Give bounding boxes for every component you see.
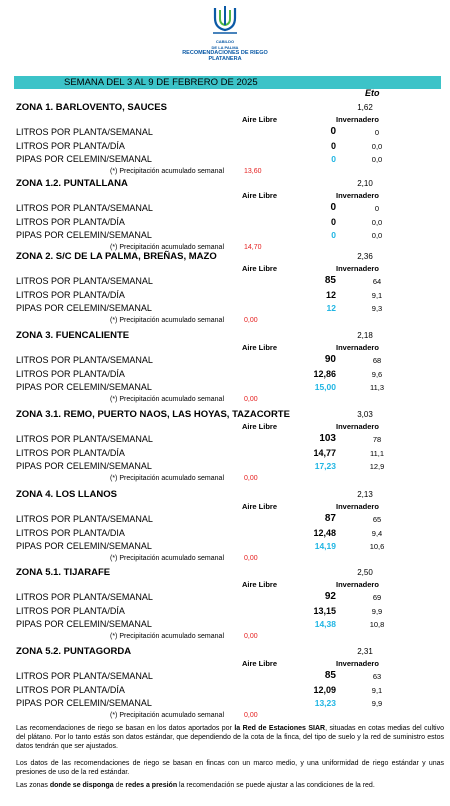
- zone-eto-value: 2,13: [357, 490, 373, 499]
- row-label: LITROS POR PLANTA/SEMANAL: [16, 434, 153, 444]
- aire-libre-value: 14,77: [313, 448, 336, 458]
- invernadero-value: 0,0: [371, 218, 383, 227]
- precipitation-label: (*) Precipitación acumulado semanal: [110, 244, 224, 251]
- aire-libre-value: 12: [325, 290, 336, 300]
- zone-eto-value: 2,18: [357, 331, 373, 340]
- invernadero-value: 0,0: [371, 231, 383, 240]
- row-label: LITROS POR PLANTA/SEMANAL: [16, 514, 153, 524]
- row-label: LITROS POR PLANTA/DÍA: [16, 369, 125, 379]
- invernadero-value: 10,6: [369, 542, 385, 551]
- siar-network: la Red de Estaciones SIAR: [234, 725, 326, 732]
- zone-eto-value: 2,50: [357, 568, 373, 577]
- precipitation-label: (*) Precipitación acumulado semanal: [110, 168, 224, 175]
- invernadero-value: 65: [372, 515, 382, 524]
- invernadero-header: Invernadero: [336, 422, 379, 431]
- week-label: SEMANA DEL 3 AL 9 DE FEBRERO DE 2025: [64, 77, 258, 88]
- aire-libre-header: Aire Libre: [242, 115, 278, 124]
- precipitation-label: (*) Precipitación acumulado semanal: [110, 555, 224, 562]
- invernadero-value: 9,9: [371, 699, 383, 708]
- cabildo-logo: [180, 4, 270, 62]
- precipitation-value: 0,00: [244, 396, 258, 403]
- aire-libre-header: Aire Libre: [242, 264, 278, 273]
- footer-paragraph-2: Los datos de las recomendaciones de riego se basan en fincas con un marco medio, y una uniformidad de riego estándar y unas presiones de uso de la red estándar.: [16, 760, 444, 776]
- zone-title: ZONA 4. LOS LLANOS: [16, 489, 117, 500]
- row-label: PIPAS POR CELEMIN/SEMANAL: [16, 541, 152, 551]
- org-line1: CABILDO: [215, 39, 235, 44]
- aire-libre-value: 103: [319, 433, 336, 444]
- precipitation-value: 0,00: [244, 633, 258, 640]
- precipitation-label: (*) Precipitación acumulado semanal: [110, 475, 224, 482]
- row-label: LITROS POR PLANTA/SEMANAL: [16, 203, 153, 213]
- row-label: PIPAS POR CELEMIN/SEMANAL: [16, 230, 152, 240]
- aire-libre-value: 15,00: [314, 382, 336, 392]
- zone-eto-value: 3,03: [357, 410, 373, 419]
- invernadero-header: Invernadero: [336, 191, 379, 200]
- org-line2: DE LA PALMA: [211, 45, 239, 50]
- invernadero-header: Invernadero: [336, 502, 379, 511]
- aire-libre-header: Aire Libre: [242, 343, 278, 352]
- invernadero-value: 78: [372, 435, 382, 444]
- precipitation-label: (*) Precipitación acumulado semanal: [110, 317, 224, 324]
- row-label: LITROS POR PLANTA/DIA: [16, 528, 125, 538]
- invernadero-value: 9,9: [371, 607, 383, 616]
- footer-paragraph-3: Las zonas donde se disponga de redes a presión la recomendación se puede ajustar a las condiciones de la red.: [16, 782, 375, 789]
- precipitation-value: 13,60: [244, 168, 262, 175]
- invernadero-value: 11,1: [369, 449, 385, 458]
- invernadero-value: 64: [372, 277, 382, 286]
- aire-libre-value: 17,23: [314, 461, 336, 471]
- zone-eto-value: 1,62: [357, 103, 373, 112]
- invernadero-value: 9,3: [371, 304, 383, 313]
- aire-libre-value: 90: [324, 354, 336, 365]
- row-label: LITROS POR PLANTA/DÍA: [16, 606, 125, 616]
- aire-libre-header: Aire Libre: [242, 502, 278, 511]
- invernadero-value: 10,8: [369, 620, 385, 629]
- zone-title: ZONA 3.1. REMO, PUERTO NAOS, LAS HOYAS, TAZACORTE: [16, 409, 290, 420]
- aire-libre-value: 12: [326, 303, 336, 313]
- row-label: LITROS POR PLANTA/DÍA: [16, 217, 125, 227]
- aire-libre-value: 12,09: [313, 685, 336, 695]
- invernadero-value: 9,4: [371, 529, 383, 538]
- aire-libre-value: 0: [331, 154, 336, 164]
- aire-libre-value: 13,23: [314, 698, 336, 708]
- invernadero-value: 12,9: [369, 462, 385, 471]
- aire-libre-value: 14,19: [314, 541, 336, 551]
- aire-libre-value: 85: [324, 275, 336, 286]
- zone-title: ZONA 2. S/C DE LA PALMA, BREÑAS, MAZO: [16, 251, 217, 262]
- precipitation-label: (*) Precipitación acumulado semanal: [110, 633, 224, 640]
- row-label: PIPAS POR CELEMIN/SEMANAL: [16, 619, 152, 629]
- aire-libre-value: 85: [324, 670, 336, 681]
- row-label: LITROS POR PLANTA/SEMANAL: [16, 355, 153, 365]
- row-label: LITROS POR PLANTA/SEMANAL: [16, 127, 153, 137]
- title-line2: PLATANERA: [208, 56, 242, 62]
- invernadero-value: 0,0: [371, 142, 383, 151]
- row-label: LITROS POR PLANTA/DÍA: [16, 141, 125, 151]
- invernadero-value: 63: [372, 672, 382, 681]
- row-label: LITROS POR PLANTA/SEMANAL: [16, 276, 153, 286]
- aire-libre-header: Aire Libre: [242, 422, 278, 431]
- logo-icon: [210, 4, 240, 38]
- precipitation-value: 14,70: [244, 244, 262, 251]
- row-label: LITROS POR PLANTA/DÍA: [16, 685, 125, 695]
- aire-libre-value: 87: [324, 513, 336, 524]
- row-label: LITROS POR PLANTA/SEMANAL: [16, 592, 153, 602]
- row-label: PIPAS POR CELEMIN/SEMANAL: [16, 154, 152, 164]
- row-label: PIPAS POR CELEMIN/SEMANAL: [16, 382, 152, 392]
- precipitation-value: 0,00: [244, 712, 258, 719]
- zone-title: ZONA 3. FUENCALIENTE: [16, 330, 130, 341]
- invernadero-value: 9,6: [371, 370, 383, 379]
- aire-libre-value: 0: [330, 217, 336, 227]
- row-label: PIPAS POR CELEMIN/SEMANAL: [16, 303, 152, 313]
- invernadero-value: 68: [372, 356, 382, 365]
- row-label: LITROS POR PLANTA/SEMANAL: [16, 671, 153, 681]
- invernadero-value: 9,1: [371, 686, 383, 695]
- invernadero-value: 0: [374, 128, 380, 137]
- precipitation-label: (*) Precipitación acumulado semanal: [110, 396, 224, 403]
- precipitation-label: (*) Precipitación acumulado semanal: [110, 712, 224, 719]
- precipitation-value: 0,00: [244, 475, 258, 482]
- aire-libre-value: 12,48: [313, 528, 336, 538]
- aire-libre-value: 12,86: [313, 369, 336, 379]
- invernadero-value: 11,3: [369, 383, 385, 392]
- invernadero-header: Invernadero: [336, 264, 379, 273]
- invernadero-header: Invernadero: [336, 659, 379, 668]
- zone-eto-value: 2,36: [357, 252, 373, 261]
- aire-libre-header: Aire Libre: [242, 659, 278, 668]
- aire-libre-header: Aire Libre: [242, 191, 278, 200]
- invernadero-value: 0,0: [371, 155, 383, 164]
- title-line1: RECOMENDACIONES DE RIEGO: [182, 50, 268, 56]
- row-label: LITROS POR PLANTA/DÍA: [16, 290, 125, 300]
- aire-libre-value: 92: [324, 591, 336, 602]
- zone-title: ZONA 5.1. TIJARAFE: [16, 567, 111, 578]
- invernadero-header: Invernadero: [336, 115, 379, 124]
- eto-header: Eto: [365, 88, 380, 98]
- invernadero-value: 9,1: [371, 291, 383, 300]
- aire-libre-value: 13,15: [313, 606, 336, 616]
- row-label: LITROS POR PLANTA/DÍA: [16, 448, 125, 458]
- aire-libre-value: 14,38: [314, 619, 336, 629]
- row-label: PIPAS POR CELEMIN/SEMANAL: [16, 461, 152, 471]
- invernadero-value: 0: [374, 204, 380, 213]
- zone-eto-value: 2,31: [357, 647, 373, 656]
- row-label: PIPAS POR CELEMIN/SEMANAL: [16, 698, 152, 708]
- zone-title: ZONA 1. BARLOVENTO, SAUCES: [16, 102, 167, 113]
- precipitation-value: 0,00: [244, 317, 258, 324]
- aire-libre-value: 0: [331, 230, 336, 240]
- footer-paragraph-1: Las recomendaciones de riego se basan en los datos aportados por la Red de Estaciones SIAR, situadas en cotas medias del cultivo del plátano. Por lo tanto estás son datos estándar, que dependiendo de la cota de la finca, del tipo de suelo y la red de suministro estos datos tendrán que ser ajustados.: [16, 725, 445, 750]
- zone-title: ZONA 5.2. PUNTAGORDA: [16, 646, 132, 657]
- aire-libre-value: 0: [330, 141, 336, 151]
- precipitation-value: 0,00: [244, 555, 258, 562]
- invernadero-header: Invernadero: [336, 343, 379, 352]
- invernadero-value: 69: [372, 593, 382, 602]
- zone-title: ZONA 1.2. PUNTALLANA: [16, 178, 128, 189]
- aire-libre-value: 0: [330, 202, 336, 213]
- invernadero-header: Invernadero: [336, 580, 379, 589]
- aire-libre-header: Aire Libre: [242, 580, 278, 589]
- aire-libre-value: 0: [330, 126, 336, 137]
- zone-eto-value: 2,10: [357, 179, 373, 188]
